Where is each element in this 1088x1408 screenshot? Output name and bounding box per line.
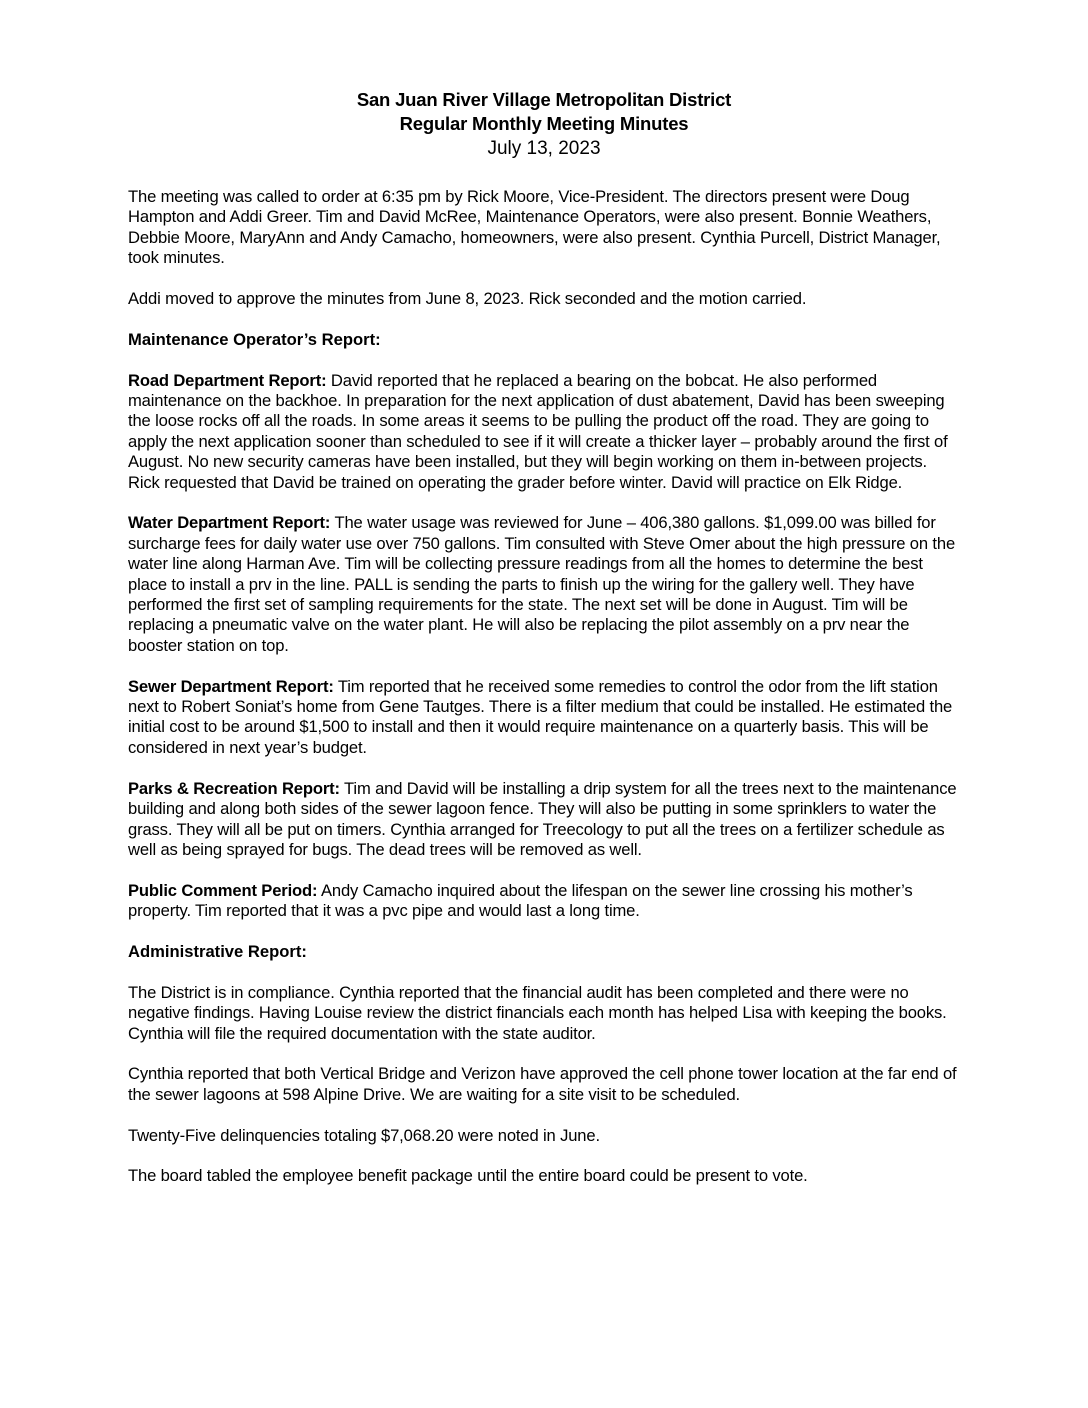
water-department-section (128, 513, 960, 656)
meeting-date: July 13, 2023 (487, 138, 601, 159)
sewer-department-label: Sewer Department Report: (128, 676, 334, 696)
minutes-approval-paragraph: Addi moved to approve the minutes from June 8, 2023. Rick seconded and the motion carried. (128, 289, 807, 309)
maintenance-report-heading: Maintenance Operator’s Report: (128, 329, 381, 349)
sewer-department-text: Tim reported that he received some remedies to control the odor from the lift station next to Robert Soniat’s home from Gene Tautges. There is a filter medium that could be installed. He estimated the initial cost to be around $1,500 to install and then it would require maintenance on a quarterly basis. This will be considered in next year’s budget. (128, 676, 953, 757)
admin-delinquencies-paragraph: Twenty-Five delinquencies totaling $7,068.20 were noted in June. (128, 1125, 600, 1145)
public-comment-text: Andy Camacho inquired about the lifespan on the sewer line crossing his mother’s property. Tim reported that it was a pvc pipe and would last a long time. (128, 880, 913, 921)
road-department-text: David reported that he replaced a bearing on the bobcat. He also performed maintenance on the backhoe. In preparation for the next application of dust abatement, David has been sweeping the loose rocks off all the roads. In some areas it seems to be pulling the product off the road. They are going to apply the next application sooner than scheduled to see if it will create a thicker layer – probably around the first of August. No new security cameras have been installed, but they will begin working on them in-between projects. Rick requested that David be trained on operating the grader before winter. David will practice on Elk Ridge. (128, 370, 948, 492)
title-block (128, 88, 960, 161)
public-comment-section (128, 881, 960, 922)
sewer-department-section (128, 677, 960, 759)
water-department-text: The water usage was reviewed for June – 406,380 gallons. $1,099.00 was billed for surcharge fees for daily water use over 750 gallons. Tim consulted with Steve Omer about the high pressure on the water line along Harman Ave. Tim will be collecting pressure readings from all the homes to determine the best place to install a prv in the line. PALL is sending the parts to finish up the wiring for the gallery well. They have performed the first set of sampling requirements for the state. The next set will be done in August. Tim will be replacing a pneumatic valve on the water plant. He will also be replacing the pilot assembly on a prv near the booster station on top. (128, 513, 956, 655)
public-comment-label: Public Comment Period: (128, 880, 318, 900)
document-page (128, 88, 960, 1207)
admin-benefits-paragraph: The board tabled the employee benefit package until the entire board could be present to vote. (128, 1166, 808, 1186)
parks-recreation-label: Parks & Recreation Report: (128, 778, 340, 798)
opening-paragraph: The meeting was called to order at 6:35 pm by Rick Moore, Vice-President. The directors present were Doug Hampton and Addi Greer. Tim and David McRee, Maintenance Operators, were also present. Bonnie Weathers, Debbie Moore, MaryAnn and Andy Camacho, homeowners, were also present. Cynthia Purcell, District Manager, took minutes. (128, 187, 941, 268)
parks-recreation-text: Tim and David will be installing a drip system for all the trees next to the maintenance building and along both sides of the sewer lagoon fence. They will also be putting in some sprinklers to water the grass. They will all be put on timers. Cynthia arranged for Treecology to put all the trees on a fertilizer schedule as well as being sprayed for bugs. The dead trees will be removed as well. (128, 778, 957, 859)
administrative-report-heading: Administrative Report: (128, 941, 307, 961)
document-title: Regular Monthly Meeting Minutes (399, 113, 689, 134)
road-department-section (128, 371, 960, 493)
parks-recreation-section (128, 779, 960, 861)
district-name: San Juan River Village Metropolitan District (356, 89, 732, 110)
admin-compliance-paragraph: The District is in compliance. Cynthia reported that the financial audit has been completed and there were no negative findings. Having Louise review the district financials each month has helped Lisa with keeping the books. Cynthia will file the required documentation with the state auditor. (128, 982, 947, 1043)
water-department-label: Water Department Report: (128, 513, 331, 533)
road-department-label: Road Department Report: (128, 370, 327, 390)
admin-tower-paragraph: Cynthia reported that both Vertical Bridge and Verizon have approved the cell phone tower location at the far end of the sewer lagoons at 598 Alpine Drive. We are waiting for a site visit to be scheduled. (128, 1064, 957, 1104)
